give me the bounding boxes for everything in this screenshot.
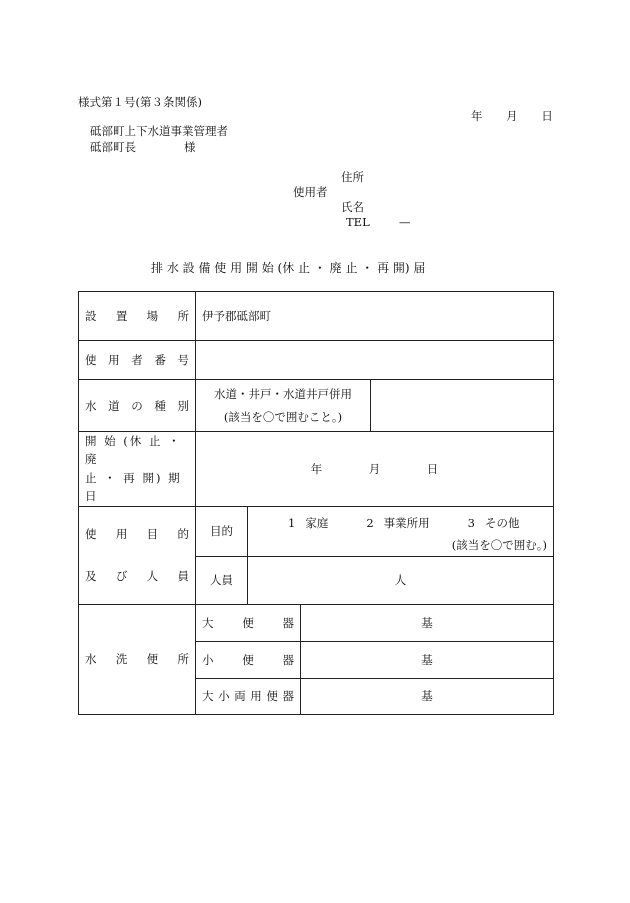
people-sub-label: 人員 — [196, 556, 248, 604]
start-day: 日 — [426, 461, 439, 476]
purpose-sub-label: 目的 — [196, 506, 248, 556]
water-type-label: 水 道 の 種 別 — [79, 380, 196, 432]
start-period-date[interactable] — [196, 432, 554, 507]
recipient-line2: 砥部町長 — [90, 140, 136, 154]
install-place-value[interactable]: 伊予郡砥部町 — [196, 292, 554, 341]
address-label: 住所 — [341, 170, 364, 184]
toilet-small-label: 小 便 器 — [196, 641, 301, 678]
recipient-honorific: 様 — [184, 140, 196, 154]
purpose-opt3[interactable]: その他 — [484, 515, 520, 530]
user-number-label: 使 用 者 番 号 — [79, 341, 196, 380]
date-year: 年 — [471, 109, 483, 123]
date-month: 月 — [506, 109, 518, 123]
toilet-label: 水 洗 便 所 — [79, 604, 196, 714]
install-place-label: 設 置 場 所 — [79, 292, 196, 341]
purpose-opt2-num: 2 — [366, 515, 374, 530]
row-water-type — [79, 380, 554, 432]
water-type-options — [196, 380, 371, 432]
date-line — [471, 111, 553, 123]
purpose-opt3-num: 3 — [467, 515, 475, 530]
tel-dash: — — [399, 215, 411, 229]
purpose-opt2[interactable]: 事業所用 — [383, 515, 430, 530]
start-month: 月 — [368, 461, 381, 476]
toilet-both-count[interactable]: 基 — [301, 678, 554, 714]
start-period-label: 開 始 (休 止 ・ 廃 止 ・ 再 開) 期 日 — [79, 432, 196, 507]
toilet-large-label: 大 便 器 — [196, 604, 301, 641]
water-type-note: (該当を〇で囲むこと。) — [223, 409, 343, 424]
purpose-options[interactable] — [248, 506, 554, 556]
recipient-line1: 砥部町上下水道事業管理者 — [90, 124, 228, 138]
purpose-opt1[interactable]: 家庭 — [305, 515, 329, 530]
user-label: 使用者 — [293, 185, 328, 199]
toilet-small-count[interactable]: 基 — [301, 641, 554, 678]
application-table — [78, 291, 554, 715]
water-type-choices[interactable]: 水道・井戸・水道井戸併用 — [214, 386, 352, 401]
form-number: 様式第１号(第３条関係) — [78, 95, 202, 109]
row-purpose — [79, 506, 554, 556]
row-toilet-large — [79, 604, 554, 641]
tel-label: TEL — [346, 215, 370, 229]
purpose-note: (該当を〇で囲む。) — [451, 537, 547, 552]
user-number-value[interactable] — [196, 341, 554, 380]
purpose-people-label: 使 用 目 的 及 び 人 員 — [79, 506, 196, 604]
row-user-number — [79, 341, 554, 380]
people-value[interactable]: 人 — [248, 556, 554, 604]
form-title: 排 水 設 備 使 用 開 始 (休 止 ・ 廃 止 ・ 再 開) 届 — [151, 261, 426, 275]
purpose-opt1-num: 1 — [288, 515, 296, 530]
toilet-both-label: 大 小 両 用 便 器 — [196, 678, 301, 714]
row-install-place — [79, 292, 554, 341]
toilet-large-count[interactable]: 基 — [301, 604, 554, 641]
row-start-period — [79, 432, 554, 507]
date-day: 日 — [541, 109, 553, 123]
water-type-value[interactable] — [371, 380, 554, 432]
start-year: 年 — [310, 461, 323, 476]
name-label: 氏名 — [341, 200, 364, 214]
